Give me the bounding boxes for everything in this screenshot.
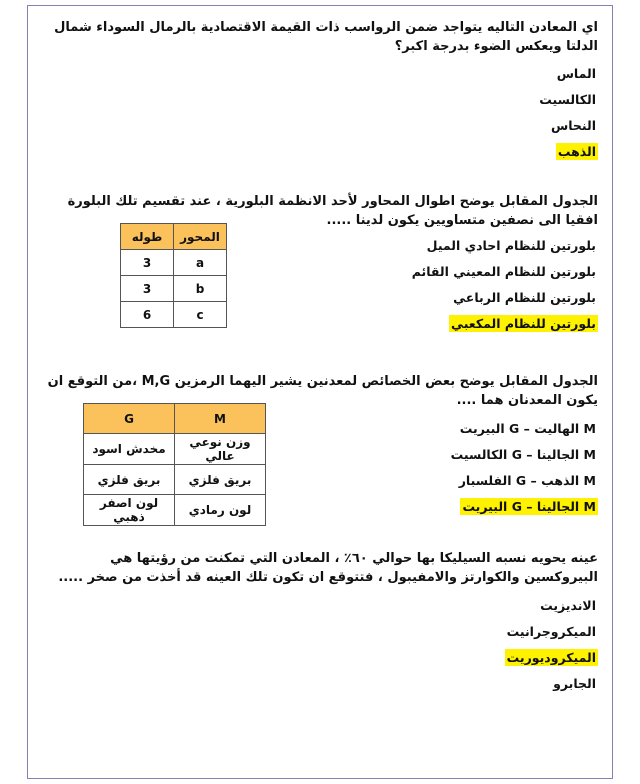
table-header-axis: المحور <box>174 224 227 250</box>
exam-page <box>27 5 613 779</box>
table-row <box>84 465 266 495</box>
question-2-option-4-correct[interactable]: بلورتين للنظام المكعبي <box>451 316 596 331</box>
question-1-option-4-correct[interactable]: الذهب <box>557 144 596 159</box>
question-3-option-1[interactable]: M الهاليت – G البيريت <box>459 421 596 436</box>
table-header-row <box>121 224 227 250</box>
table-cell: لون اصفر ذهبي <box>84 495 175 526</box>
question-1 <box>38 18 598 167</box>
question-2-option-3[interactable]: بلورتين للنظام الرباعي <box>453 290 596 305</box>
question-2-option-1[interactable]: بلورتين للنظام احادي الميل <box>426 238 596 253</box>
question-1-options <box>38 63 598 163</box>
table-row <box>121 276 227 302</box>
axis-length-table <box>120 223 227 328</box>
table-cell: b <box>174 276 227 302</box>
table-cell: بريق فلزي <box>175 465 266 495</box>
question-3-option-4-correct[interactable]: M الجالينا – G البيريت <box>462 499 596 514</box>
question-4-option-2[interactable]: الميكروجرانيت <box>506 624 596 639</box>
question-4-option-4[interactable]: الجابرو <box>553 676 596 691</box>
question-3-text: الجدول المقابل يوضح بعض الخصائص لمعدنين يشير اليهما الرمزين M,G ،من التوقع ان يكون المعدنان هما .... <box>47 374 598 408</box>
question-1-option-1[interactable]: الماس <box>556 66 596 81</box>
question-4-text: عينه يحويه نسبه السيليكا بها حوالي ٦٠٪ ، المعادن التي تمكنت من رؤيتها هي البيروكسين والكوارتز والامفيبول ، فتتوقع ان تكون تلك العينه قد أخذت من صخر ..... <box>58 551 598 585</box>
question-1-option-3[interactable]: النحاس <box>550 118 596 133</box>
question-2-text: الجدول المقابل يوضح اطوال المحاور لأحد الانظمة البلورية ، عند تقسيم تلك البلورة افقيا الى نصفين متساويين يكون لدينا ..... <box>67 194 598 228</box>
table-header-row <box>84 404 266 434</box>
question-4-option-3-correct[interactable]: الميكروديوريت <box>506 650 596 665</box>
table-cell: بريق فلزي <box>84 465 175 495</box>
table-cell: 3 <box>121 276 174 302</box>
table-cell: c <box>174 302 227 328</box>
table-cell: وزن نوعي عالي <box>175 434 266 465</box>
table-header-m: M <box>175 404 266 434</box>
question-3-option-3[interactable]: M الذهب – G الفلسبار <box>458 473 596 488</box>
question-1-option-2[interactable]: الكالسيت <box>539 92 596 107</box>
table-cell: 6 <box>121 302 174 328</box>
table-row <box>121 302 227 328</box>
table-cell: 3 <box>121 250 174 276</box>
question-4 <box>38 549 598 699</box>
mineral-properties-table <box>83 403 266 526</box>
question-4-option-1[interactable]: الانديزيت <box>540 598 596 613</box>
question-4-options <box>38 595 598 695</box>
question-2-option-2[interactable]: بلورتين للنظام المعيني القائم <box>411 264 596 279</box>
question-3-option-2[interactable]: M الجالينا – G الكالسيت <box>450 447 596 462</box>
table-cell: a <box>174 250 227 276</box>
table-row <box>121 250 227 276</box>
table-row <box>84 495 266 526</box>
table-cell: لون رمادي <box>175 495 266 526</box>
question-1-text: اي المعادن التاليه يتواجد ضمن الرواسب ذات القيمة الاقتصادية بالرمال السوداء شمال الدلتا ويعكس الضوء بدرجة اكبر؟ <box>54 20 598 54</box>
table-header-g: G <box>84 404 175 434</box>
table-cell: مخدش اسود <box>84 434 175 465</box>
table-header-length: طوله <box>121 224 174 250</box>
table-row <box>84 434 266 465</box>
